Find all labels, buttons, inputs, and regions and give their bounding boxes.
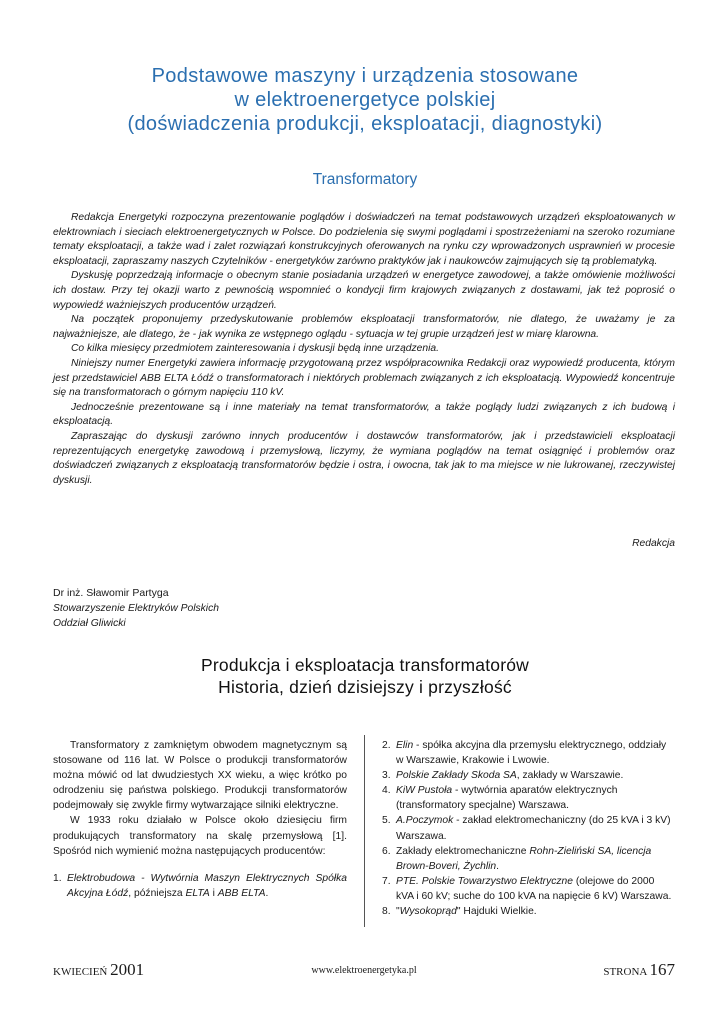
footer-page-number: 167	[649, 960, 675, 979]
body-paragraph: W 1933 roku działało w Polsce około dziesięciu firm produkujących transformatory na skalę przemysłową [1]. Spośród nich wymienić można następujących producentów:	[53, 815, 347, 857]
footer-month: KWIECIEŃ	[53, 966, 108, 978]
list-item-number: 7.	[382, 875, 391, 887]
editorial-signoff: Redakcja	[632, 538, 675, 549]
producer-detail: - spółka akcyjna dla przemysłu elektrycznego, oddziały w Warszawie, Krakowie i Lwowie.	[396, 740, 667, 767]
column-divider	[364, 735, 365, 927]
producer-prefix: Zakłady elektromechaniczne	[396, 845, 530, 857]
producer-name: Rohn-Zieliński SA, licencja Brown-Boveri, Żychlin	[396, 845, 652, 872]
intro-paragraph: Co kilka miesięcy przedmiotem zainteresowania i dyskusji będą inne urządzenia.	[71, 343, 440, 355]
intro-paragraph: Redakcja Energetyki rozpoczyna prezentowanie poglądów i doświadczeń na temat podstawowych urządzeń eksploatowanych w elektrowniach i sieciach elektroenergetycznych w Polsce. Do podzielenia się swymi poglądami i spostrzeżeniami na szeroko rozumiane tematy eksploatacji, a także wad i zalet rozwiązań konstrukcyjnych oferowanych na rynku czy wprowadzonych usprawnień w procesie eksploatacji, zapraszamy naszych Czytelników - energetyków zarówno praktyków jak i naukowców zajmujących się tą problematyką.	[53, 212, 675, 267]
intro-paragraph: Dyskusję poprzedzają informacje o obecnym stanie posiadania urządzeń w energetyce zawodowej, a także omówienie możliwości ich dostaw. Przy tej okazji warto z pewnością wspomnieć o kondycji firm krajowych związanych z dostawami, jak też poprosić o wypowiedź ważniejszych producentów urządzeń.	[53, 270, 675, 311]
list-item-number: 4.	[382, 785, 391, 797]
producer-list	[382, 738, 674, 919]
article-title-line-2: Historia, dzień dzisiejszy i przyszłość	[218, 677, 512, 697]
footer-page-label: STRONA	[603, 966, 647, 978]
author-block	[53, 586, 219, 631]
producer-name: A.Poczymok	[396, 815, 454, 827]
author-name: Dr inż. Sławomir Partyga	[53, 587, 169, 599]
list-item-number: 1.	[53, 872, 62, 884]
body-paragraph: Transformatory z zamkniętym obwodem magnetycznym są stosowane od 116 lat. W Polsce o produkcji transformatorów można mówić od lat dwudziestych XX wieku, a więc krótko po odrodzeniu się państwa polskiego. Produkcji transformatorów podejmowały się zwykle firmy wytwarzające silniki elektryczne.	[53, 740, 347, 812]
producer-name-abb: ABB ELTA	[217, 887, 266, 899]
producer-name-elta: ELTA	[185, 887, 210, 899]
producer-detail: - wytwórnia aparatów elektrycznych (transformatory specjalne) Warszawa.	[396, 785, 618, 812]
intro-paragraph: Niniejszy numer Energetyki zawiera informację przygotowaną przez współpracownika Redakcji oraz wypowiedź producenta, którym jest przedstawiciel ABB ELTA Łódź o transformatorach i niektórych problemach związanych z ich eksploatacją. Wypowiedź koncentruje się na transformatorach o górnym napięciu 110 kV.	[53, 357, 675, 399]
producer-detail-conj: i	[209, 887, 218, 899]
producer-name: Elektrobudowa - Wytwórnia Maszyn Elektrycznych Spółka Akcyjna Łódź	[67, 872, 347, 899]
producer-name: Polskie Zakłady Skoda SA	[396, 770, 517, 782]
page-footer	[53, 960, 675, 980]
producer-detail: " Hajduki Wielkie.	[456, 906, 537, 918]
editorial-intro	[53, 211, 675, 488]
title-line-1: Podstawowe maszyny i urządzenia stosowane	[151, 65, 579, 87]
intro-paragraph: Jednocześnie prezentowane są i inne materiały na temat transformatorów, a także poglądy ludzi związanych z ich budową i eksploatacją.	[53, 401, 675, 428]
list-item-number: 2.	[382, 740, 391, 751]
author-affiliation-branch: Oddział Gliwicki	[53, 618, 126, 629]
producer-detail: , późniejsza	[128, 887, 186, 899]
document-title	[40, 64, 690, 136]
body-column-right	[382, 738, 674, 919]
article-title-line-1: Produkcja i eksploatacja transformatorów	[200, 655, 529, 675]
footer-url: www.elektroenergetyka.pl	[311, 965, 417, 976]
producer-list-item	[382, 874, 674, 904]
producer-name: Elin	[396, 740, 414, 751]
footer-page	[603, 960, 675, 980]
list-item-number: 3.	[382, 770, 391, 782]
producer-list-item	[382, 813, 674, 843]
producer-detail: , zakłady w Warszawie.	[516, 770, 624, 782]
producer-detail: - zakład elektromechaniczny (do 25 kVA i 3 kV) Warszawa.	[396, 815, 671, 842]
producer-list-item	[382, 768, 674, 783]
section-subtitle: Transformatory	[312, 171, 418, 188]
producer-name: Wysokoprąd	[399, 906, 457, 918]
title-line-2: w elektroenergetyce polskiej	[234, 89, 496, 111]
footer-year: 2001	[110, 960, 145, 979]
producer-name: PTE. Polskie Towarzystwo Elektryczne	[396, 875, 574, 887]
producer-list-item	[53, 871, 347, 901]
producer-list-item	[382, 844, 674, 874]
list-item-number: 5.	[382, 815, 391, 827]
producer-prefix: "	[396, 906, 400, 918]
list-item-number: 8.	[382, 906, 391, 918]
producer-detail: .	[496, 860, 500, 872]
producer-list-item	[382, 904, 674, 919]
producer-detail-end: .	[265, 887, 269, 899]
article-title	[40, 654, 690, 698]
producer-list-item	[382, 783, 674, 813]
list-item-number: 6.	[382, 845, 391, 857]
title-line-3: (doświadczenia produkcji, eksploatacji, diagnostyki)	[127, 113, 603, 135]
intro-paragraph: Zapraszając do dyskusji zarówno innych producentów i dostawców transformatorów, jak i przedstawicieli eksploatacji reprezentujących energetykę zawodową i przemysłową, liczymy, że wymiana poglądów na temat osiągnięć i problemów oraz doświadczeń związanych z eksploatacją transformatorów będzie i ostra, i owocna, tak jak to ma miejsce w nie lukrowanej, rzeczywistej dyskusji.	[53, 430, 675, 486]
producer-list-item	[382, 738, 674, 768]
intro-paragraph: Na początek proponujemy przedyskutowanie problemów eksploatacji transformatorów, nie dlatego, że uważamy je za najważniejsze, ale dlatego, że - jak wynika ze wstępnego oglądu - sytuacja w tej grupie urządzeń jest w miarę klarowna.	[53, 314, 675, 340]
producer-name: KiW Pustoła	[396, 785, 453, 797]
producer-detail: (olejowe do 2000 kVA i 60 kV; suche do 100 kVA na napięcie 6 kV) Warszawa.	[396, 875, 672, 902]
body-column-left	[53, 738, 347, 901]
author-affiliation: Stowarzyszenie Elektryków Polskich	[53, 603, 219, 614]
